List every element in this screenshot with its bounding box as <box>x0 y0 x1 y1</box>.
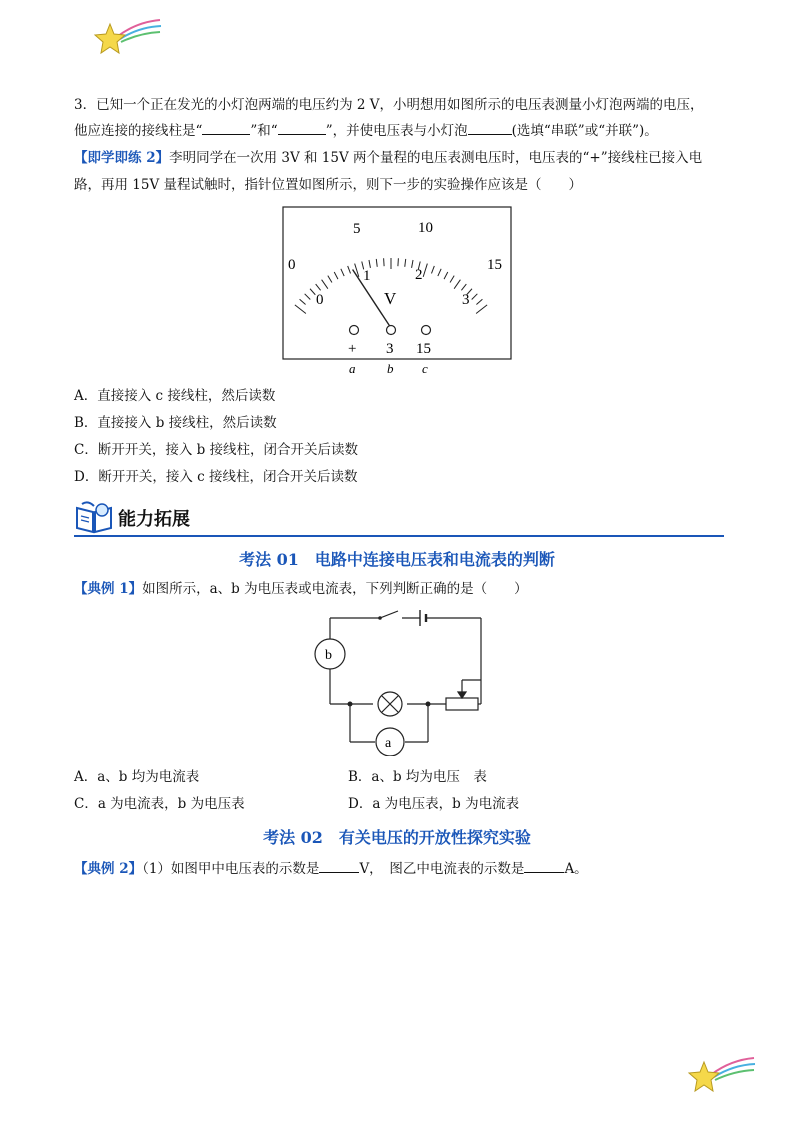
junction-left <box>348 702 353 707</box>
practice2-line2: 路，再用 15V 量程试触时，指针位置如图所示，则下一步的实验操作应该是（ ） <box>74 177 583 193</box>
example1-line <box>74 579 528 599</box>
practice2-line1 <box>74 148 702 168</box>
q3-text-a: 他应连接的接线柱是“ <box>74 123 203 139</box>
q3-blank-1[interactable] <box>202 120 250 135</box>
example1-option-d[interactable]: D．a 为电压表，b 为电流表 <box>348 796 520 812</box>
q3-text-d: (选填“串联”或“并联”)。 <box>511 123 658 139</box>
terminal-plus <box>350 326 359 335</box>
terminal-letter-a: a <box>349 361 356 376</box>
star-decoration-bottom-icon <box>686 1052 758 1096</box>
terminal-label-plus: + <box>348 341 357 357</box>
inner-scale-2: 2 <box>415 267 423 283</box>
voltmeter-figure <box>280 205 516 380</box>
meter-b-label: b <box>325 648 332 663</box>
practice2-option-c[interactable]: C．断开开关，接入 b 接线柱，闭合开关后读数 <box>74 442 359 458</box>
example1-option-b[interactable]: B．a、b 均为电压 表 <box>348 769 487 785</box>
example2-text-b: V， 图乙中电流表的示数是 <box>359 861 525 877</box>
example1-text: 如图所示，a、b 为电压表或电流表，下列判断正确的是（ ） <box>142 581 528 597</box>
example2-blank-1[interactable] <box>319 858 359 873</box>
q3-line2 <box>74 120 658 141</box>
example2-text-a: （1）如图甲中电压表的示数是 <box>142 861 320 877</box>
section-divider <box>74 535 724 537</box>
outer-scale-15: 15 <box>487 257 502 273</box>
terminal-letter-c: c <box>422 361 428 376</box>
q3-blank-3[interactable] <box>468 120 512 135</box>
outer-scale-10: 10 <box>418 220 433 236</box>
circuit-figure <box>310 606 490 756</box>
practice2-option-a[interactable]: A．直接接入 c 接线柱，然后读数 <box>74 388 276 404</box>
example1-option-c[interactable]: C．a 为电流表，b 为电压表 <box>74 796 245 812</box>
practice2-option-d[interactable]: D．断开开关，接入 c 接线柱，闭合开关后读数 <box>74 469 358 485</box>
switch-blade <box>380 611 398 618</box>
q3-blank-2[interactable] <box>278 120 326 135</box>
meter-a-label: a <box>385 736 392 751</box>
example1-option-a[interactable]: A．a、b 均为电流表 <box>74 769 200 785</box>
practice2-tag: 【即学即练 2】 <box>74 150 170 166</box>
junction-right <box>426 702 431 707</box>
practice2-option-b[interactable]: B．直接接入 b 接线柱，然后读数 <box>74 415 277 431</box>
terminal-label-3: 3 <box>386 341 394 357</box>
unit-label: V <box>384 289 397 308</box>
terminal-letter-b: b <box>387 361 394 376</box>
inner-scale-3: 3 <box>462 292 470 308</box>
voltmeter-frame <box>283 207 511 359</box>
terminal-3 <box>387 326 396 335</box>
terminal-label-15: 15 <box>416 341 431 357</box>
inner-scale-0: 0 <box>316 292 324 308</box>
book-icon <box>74 500 114 534</box>
method2-title: 考法 02 有关电压的开放性探究实验 <box>263 828 531 847</box>
method1-title: 考法 01 电路中连接电压表和电流表的判断 <box>239 550 555 569</box>
practice2-text: 李明同学在一次用 3V 和 15V 两个量程的电压表测电压时，电压表的“+”接线柱已接入电 <box>169 150 703 166</box>
example2-text-c: A。 <box>564 861 588 877</box>
inner-scale-1: 1 <box>363 268 371 284</box>
example2-tag: 【典例 2】 <box>74 861 143 877</box>
example2-line <box>74 858 588 879</box>
outer-scale-5: 5 <box>353 221 361 237</box>
terminal-15 <box>422 326 431 335</box>
section-title: 能力拓展 <box>118 509 190 530</box>
example2-blank-2[interactable] <box>524 858 564 873</box>
q3-text-c: ”，并使电压表与小灯泡 <box>325 123 468 139</box>
star-decoration-top-icon <box>92 14 164 58</box>
q3-text-b: ”和“ <box>250 123 278 139</box>
example1-tag: 【典例 1】 <box>74 581 143 597</box>
q3-line1: 3．已知一个正在发光的小灯泡两端的电压约为 2 V，小明想用如图所示的电压表测量小灯泡两端的电压， <box>74 97 704 113</box>
outer-scale-0: 0 <box>288 257 296 273</box>
